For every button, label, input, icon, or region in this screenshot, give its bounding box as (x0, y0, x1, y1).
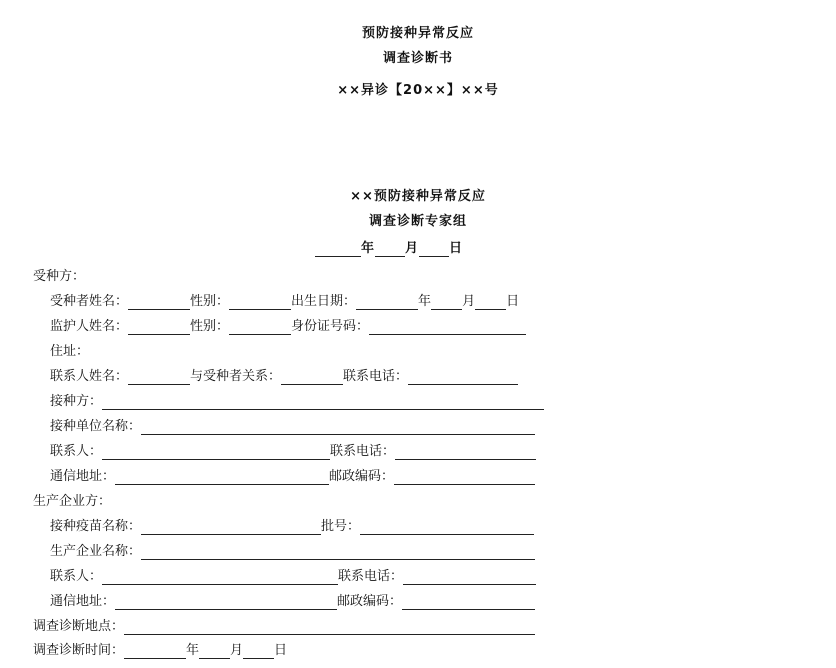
unit-address-row: 通信地址： 邮政编码： (50, 469, 535, 485)
issue-date: 年 月 日 (315, 241, 463, 257)
place-row: 调查诊断地点： (33, 619, 535, 635)
guardian-gender-field[interactable] (229, 322, 291, 335)
time-month-field[interactable] (199, 646, 230, 659)
time-year-field[interactable] (124, 646, 186, 659)
vaccination-row: 接种方： (50, 394, 544, 410)
time-day-field[interactable] (243, 646, 274, 659)
birth-month-field[interactable] (431, 297, 462, 310)
recipient-section-label: 受种方： (33, 269, 86, 284)
vaccination-party-field[interactable] (102, 397, 544, 410)
unit-contact-row: 联系人： 联系电话： (50, 444, 536, 460)
company-address-field[interactable] (115, 597, 337, 610)
time-row: 调查诊断时间： 年 月 日 (33, 643, 288, 658)
unit-postcode-field[interactable] (394, 472, 535, 485)
birth-day-field[interactable] (475, 297, 506, 310)
manufacturer-section-label: 生产企业方： (33, 494, 112, 509)
guardian-name-field[interactable] (128, 322, 190, 335)
contact-row: 联系人姓名： 与受种者关系： 联系电话： (50, 369, 518, 385)
issue-month-field[interactable] (375, 244, 405, 257)
recipient-name-field[interactable] (128, 297, 190, 310)
issuer-line1: ××预防接种异常反应 (350, 189, 486, 204)
unit-row: 接种单位名称： (50, 419, 535, 435)
doc-number: ××异诊【20××】××号 (337, 83, 499, 98)
company-address-row: 通信地址： 邮政编码： (50, 594, 535, 610)
company-contact-row: 联系人： 联系电话： (50, 569, 536, 585)
company-phone-field[interactable] (403, 572, 536, 585)
guardian-row: 监护人姓名： 性别： 身份证号码： (50, 319, 526, 335)
contact-name-field[interactable] (128, 372, 190, 385)
company-name-field[interactable] (141, 547, 535, 560)
company-contact-field[interactable] (102, 572, 338, 585)
guardian-id-field[interactable] (369, 322, 526, 335)
birth-year-field[interactable] (356, 297, 418, 310)
doc-title-line2: 调查诊断书 (382, 51, 453, 66)
unit-address-field[interactable] (115, 472, 329, 485)
vaccine-row: 接种疫苗名称： 批号： (50, 519, 534, 535)
issuer-line2: 调查诊断专家组 (368, 214, 467, 229)
doc-title-line1: 预防接种异常反应 (361, 26, 474, 41)
company-row: 生产企业名称： (50, 544, 535, 560)
unit-contact-field[interactable] (102, 447, 330, 460)
issue-year-field[interactable] (315, 244, 361, 257)
issue-day-field[interactable] (419, 244, 449, 257)
unit-name-field[interactable] (141, 422, 535, 435)
address-row: 住址： (50, 344, 90, 359)
batch-field[interactable] (360, 522, 534, 535)
vaccine-name-field[interactable] (141, 522, 321, 535)
recipient-row: 受种者姓名： 性别： 出生日期： 年 月 日 (50, 294, 520, 309)
recipient-gender-field[interactable] (229, 297, 291, 310)
company-postcode-field[interactable] (402, 597, 535, 610)
place-field[interactable] (124, 622, 535, 635)
contact-phone-field[interactable] (408, 372, 518, 385)
relation-field[interactable] (281, 372, 343, 385)
unit-phone-field[interactable] (395, 447, 536, 460)
